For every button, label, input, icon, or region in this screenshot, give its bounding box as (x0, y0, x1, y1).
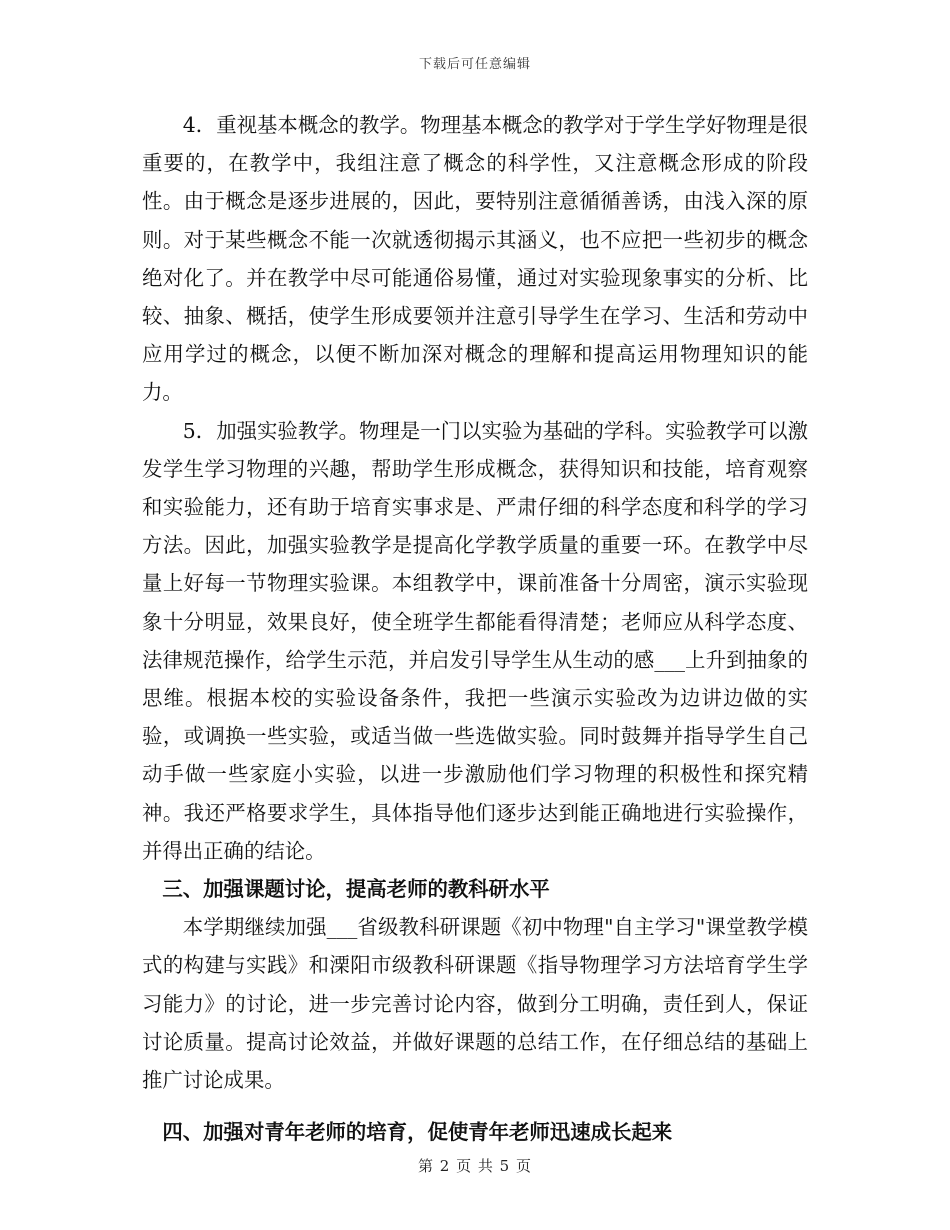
page-header: 下载后可任意编辑 (418, 57, 531, 72)
paragraph-experiment-teaching: 5．加强实验教学。物理是一门以实验为基础的学科。实验教学可以激发学生学习物理的兴趣，帮助学生形成概念，获得知识和技能，培育观察和实验能力，还有助于培育实事求是、严肃仔细的科学态度和科学的学习方法。因此，加强实验教学是提高化学教学质量的重要一环。在教学中尽量上好每一节物理实验课。本组教学中，课前准备十分周密，演示实验现象十分明显，效果良好，使全班学生都能看得清楚；老师应从科学态度、法律规范操作，给学生示范，并启发引导学生从生动的感___上升到抽象的思维。根据本校的实验设备条件，我把一些演示实验改为边讲边做的实验，或调换一些实验，或适当做一些选做实验。同时鼓舞并指导学生自己动手做一些家庭小实验，以进一步激励他们学习物理的积极性和探究精神。我还严格要求学生，具体指导他们逐步达到能正确地进行实验操作，并得出正确的结论。 (142, 418, 808, 863)
page-number: 第 2 页 共 5 页 (418, 1157, 532, 1175)
document-body (142, 106, 808, 1151)
paragraph-research: 本学期继续加强___省级教科研课题《初中物理"自主学习"课堂教学模式的构建与实践》和溧阳市级教科研课题《指导物理学习方法培育学生学习能力》的讨论，进一步完善讨论内容，做到分工明确，责任到人，保证讨论质量。提高讨论效益，并做好课题的总结工作，在仔细总结的基础上推广讨论成果。 (142, 915, 808, 1093)
section-heading-research: 三、加强课题讨论，提高老师的教科研水平 (162, 877, 550, 902)
section-heading-young-teachers: 四、加强对青年老师的培育，促使青年老师迅速成长起来 (162, 1120, 673, 1145)
paragraph-concept-teaching: 4．重视基本概念的教学。物理基本概念的教学对于学生学好物理是很重要的，在教学中，我组注意了概念的科学性，又注意概念形成的阶段性。由于概念是逐步进展的，因此，要特别注意循循善诱，由浅入深的原则。对于某些概念不能一次就透彻揭示其涵义，也不应把一些初步的概念绝对化了。并在教学中尽可能通俗易懂，通过对实验现象事实的分析、比较、抽象、概括，使学生形成要领并注意引导学生在学习、生活和劳动中应用学过的概念，以便不断加深对概念的理解和提高运用物理知识的能力。 (142, 113, 808, 405)
